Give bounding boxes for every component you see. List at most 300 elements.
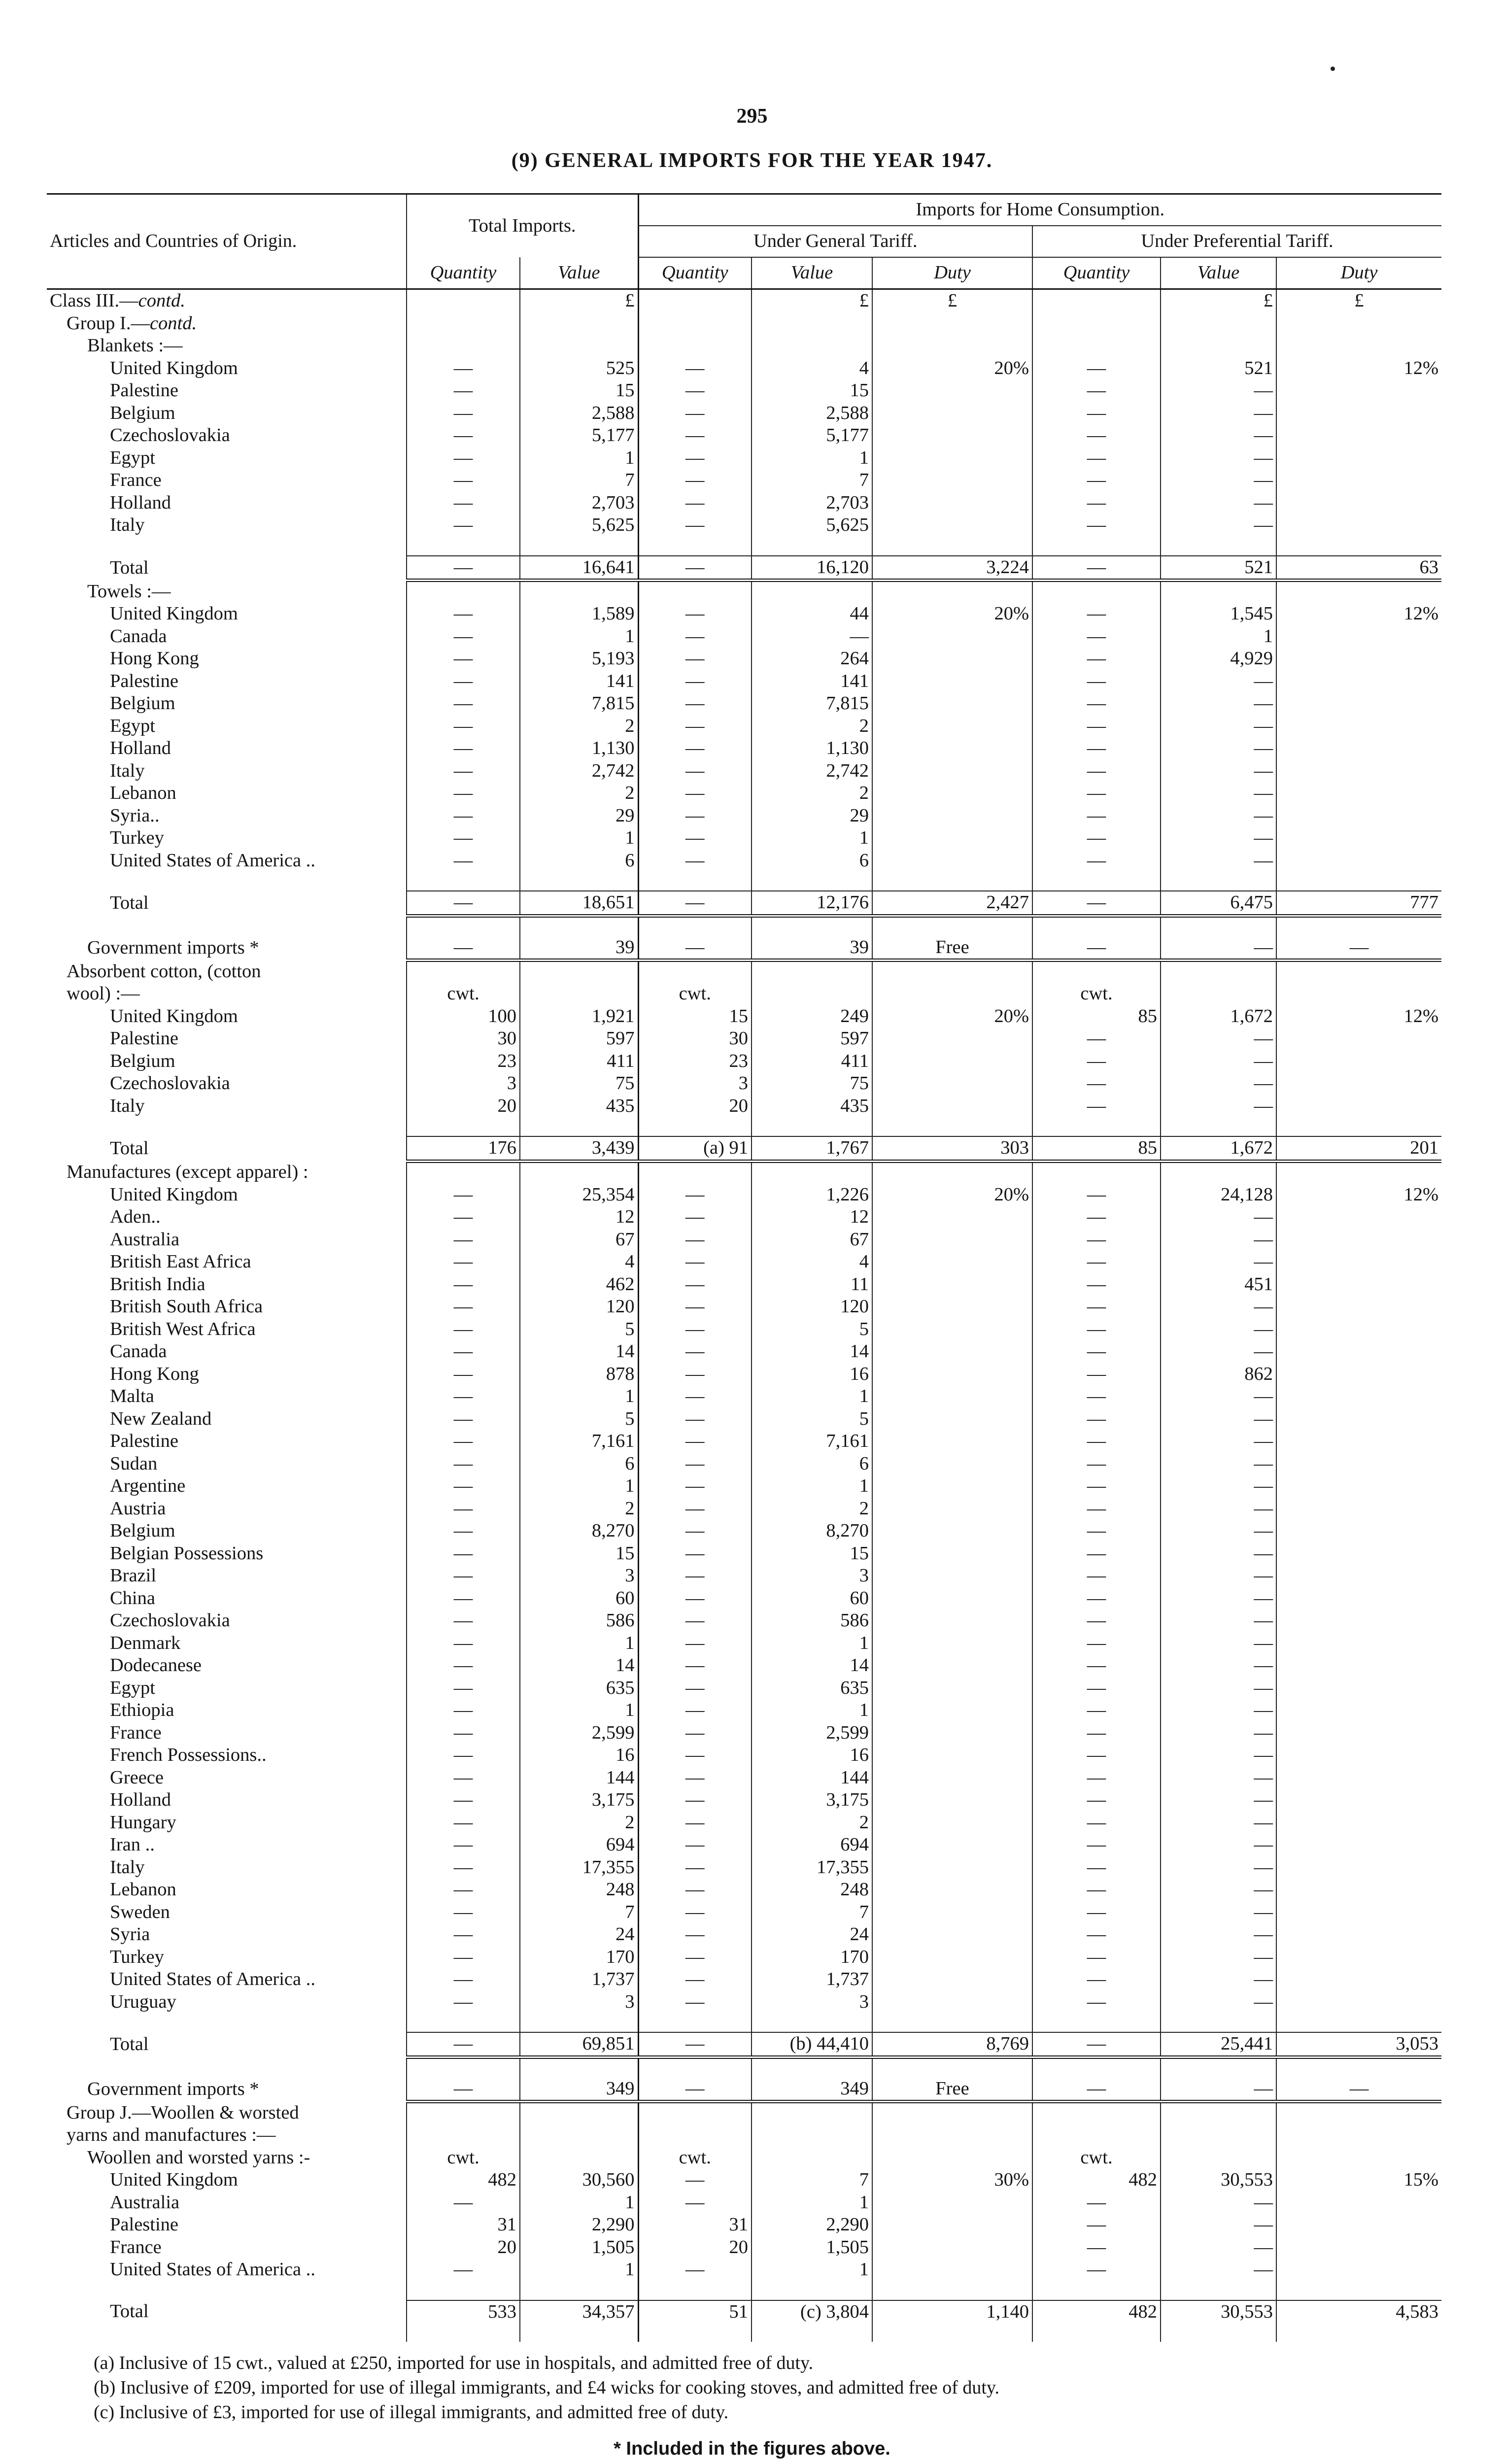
cell-preferential-duty: [1276, 1251, 1441, 1273]
table-row: [47, 1654, 1441, 1677]
cell-preferential-duty: [1276, 2147, 1441, 2169]
cell-total-quantity: [407, 2124, 520, 2147]
row-label: Belgian Possessions: [110, 1542, 264, 1564]
cell-general-quantity: (a) 91: [638, 1136, 752, 1161]
cell-total-quantity: 100: [407, 1005, 520, 1028]
cell-preferential-quantity: [1032, 1834, 1161, 1856]
cell-preferential-value: —: [1161, 2214, 1276, 2236]
cell-total-quantity: [407, 760, 520, 783]
cell-general-quantity: [638, 1296, 752, 1318]
cell-general-duty: [872, 1542, 1032, 1565]
cell-general-duty: [872, 850, 1032, 872]
cell-preferential-duty: [1276, 2236, 1441, 2259]
cell-preferential-duty: [1276, 1767, 1441, 1789]
cell-preferential-value: —: [1161, 1095, 1276, 1118]
cell-general-quantity: [638, 1229, 752, 1251]
cell-general-duty: [872, 1161, 1032, 1184]
table-row: [47, 827, 1441, 850]
row-label: New Zealand: [110, 1408, 212, 1429]
cell-general-quantity: [638, 1812, 752, 1834]
cell-preferential-value: [1161, 312, 1276, 335]
cell-preferential-duty: [1276, 737, 1441, 760]
cell-total-quantity: [407, 1968, 520, 1991]
cell-preferential-quantity: [1032, 625, 1161, 648]
cell-preferential-duty: [1276, 1722, 1441, 1745]
cell-preferential-value: —: [1161, 1744, 1276, 1767]
cell-preferential-duty: —: [1276, 936, 1441, 960]
cell-preferential-duty: —: [1276, 2078, 1441, 2102]
cell-preferential-value: —: [1161, 2078, 1276, 2102]
cell-preferential-value: [1161, 2124, 1276, 2147]
cell-total-value: [520, 537, 638, 556]
cell-general-quantity: [638, 556, 752, 581]
cell-preferential-value: —: [1161, 1722, 1276, 1745]
cell-total-value: 75: [520, 1072, 638, 1095]
cell-general-value: [752, 312, 872, 335]
cell-preferential-duty: [1276, 960, 1441, 983]
cell-general-value: 597: [752, 1027, 872, 1050]
table-row: [47, 447, 1441, 470]
cell-preferential-duty: [1276, 1050, 1441, 1073]
cell-total-value: 1,737: [520, 1968, 638, 1991]
cell-general-quantity: [638, 1206, 752, 1229]
cell-general-value: [752, 2057, 872, 2078]
table-row: [47, 715, 1441, 738]
cell-total-value: [520, 2057, 638, 2078]
cell-preferential-duty: [1276, 379, 1441, 402]
cell-preferential-quantity: [1032, 379, 1161, 402]
cell-preferential-value: [1161, 2057, 1276, 2078]
imports-table: [47, 193, 1441, 2342]
row-label: Australia: [110, 1229, 180, 1250]
row-label: Greece: [110, 1767, 164, 1788]
cell-total-quantity: [407, 805, 520, 827]
cell-general-quantity: [638, 1722, 752, 1745]
cell-total-value: 34,357: [520, 2300, 638, 2324]
cell-general-value: 1: [752, 1385, 872, 1408]
row-label: Class III.—contd.: [50, 290, 185, 311]
row-label: United Kingdom: [110, 357, 238, 378]
cell-total-quantity: [407, 357, 520, 380]
cell-general-quantity: [638, 1991, 752, 2014]
cell-general-quantity: [638, 1968, 752, 1991]
cell-preferential-value: —: [1161, 492, 1276, 514]
cell-general-value: 694: [752, 1834, 872, 1856]
cell-general-value: 1: [752, 2191, 872, 2214]
cell-preferential-duty: [1276, 1677, 1441, 1700]
cell-general-quantity: [638, 1789, 752, 1812]
cell-preferential-duty: [1276, 715, 1441, 738]
cell-preferential-duty: [1276, 1699, 1441, 1722]
cell-preferential-value: —: [1161, 1677, 1276, 1700]
group-heading-row: [47, 581, 1441, 603]
cell-general-quantity: [638, 1654, 752, 1677]
cell-general-value: 264: [752, 648, 872, 670]
row-label: Egypt: [110, 715, 155, 736]
cell-preferential-duty: [1276, 1923, 1441, 1946]
cell-total-value: 1: [520, 2259, 638, 2281]
cell-total-quantity: [407, 827, 520, 850]
row-label: [47, 1117, 407, 1136]
cell-preferential-quantity: [1032, 2078, 1161, 2102]
cell-general-duty: [872, 670, 1032, 693]
table-row: [47, 1879, 1441, 1901]
cell-preferential-value: 25,441: [1161, 2032, 1276, 2057]
cell-total-value: 120: [520, 1296, 638, 1318]
table-row: [47, 2191, 1441, 2214]
cell-preferential-duty: [1276, 692, 1441, 715]
spacer-row: [47, 2013, 1441, 2032]
cell-preferential-duty: [1276, 1789, 1441, 1812]
row-label: United Kingdom: [110, 2169, 238, 2190]
row-label: Egypt: [110, 1677, 155, 1698]
cell-preferential-value: 4,929: [1161, 648, 1276, 670]
cell-total-value: [520, 916, 638, 936]
cell-general-quantity: [638, 1430, 752, 1453]
cell-preferential-duty: [1276, 424, 1441, 447]
cell-total-value: 1,505: [520, 2236, 638, 2259]
cell-total-value: 8,270: [520, 1520, 638, 1542]
row-label: Czechoslovakia: [110, 1073, 230, 1094]
cell-total-value: 586: [520, 1609, 638, 1632]
cell-general-value: 44: [752, 603, 872, 625]
cell-preferential-duty: [1276, 1363, 1441, 1386]
cell-preferential-value: 451: [1161, 1273, 1276, 1296]
cell-preferential-duty: [1276, 850, 1441, 872]
cell-total-quantity: [407, 1812, 520, 1834]
cell-preferential-quantity: [1032, 782, 1161, 805]
cell-preferential-value: —: [1161, 1946, 1276, 1969]
cell-preferential-value: —: [1161, 1901, 1276, 1924]
cell-total-quantity: [407, 1363, 520, 1386]
row-label: Turkey: [110, 827, 164, 848]
cell-preferential-value: [1161, 960, 1276, 983]
total-row: [47, 1136, 1441, 1161]
cell-total-value: 5,177: [520, 424, 638, 447]
cell-total-value: 2: [520, 1498, 638, 1520]
cell-general-value: 29: [752, 805, 872, 827]
cell-general-quantity: [638, 872, 752, 891]
cell-preferential-duty: [1276, 1834, 1441, 1856]
table-row: [47, 1699, 1441, 1722]
header-general-duty: Duty: [872, 257, 1032, 289]
cell-total-quantity: [407, 603, 520, 625]
row-label: yarns and manufactures :—: [67, 2124, 276, 2145]
cell-general-quantity: [638, 1587, 752, 1610]
cell-preferential-duty: [1276, 2259, 1441, 2281]
cell-total-quantity: [407, 289, 520, 312]
table-row: [47, 357, 1441, 380]
cell-total-quantity: —: [407, 2191, 520, 2214]
cell-preferential-quantity: [1032, 581, 1161, 603]
cell-preferential-duty: [1276, 1744, 1441, 1767]
cell-general-quantity: [638, 2102, 752, 2124]
cell-total-quantity: [407, 1453, 520, 1475]
cell-total-value: 878: [520, 1363, 638, 1386]
table-row: [47, 2236, 1441, 2259]
cell-general-quantity: [638, 2057, 752, 2078]
cell-total-quantity: [407, 1542, 520, 1565]
cell-preferential-value: —: [1161, 1430, 1276, 1453]
cell-general-quantity: [638, 2323, 752, 2342]
cell-preferential-duty: [1276, 1229, 1441, 1251]
cell-total-quantity: [407, 2281, 520, 2300]
cell-total-value: 2,703: [520, 492, 638, 514]
cell-general-value: 15: [752, 1542, 872, 1565]
row-label: Belgium: [110, 1050, 175, 1071]
cell-general-quantity: 30: [638, 1027, 752, 1050]
row-label: Uruguay: [110, 1991, 176, 2012]
cell-preferential-quantity: 85: [1032, 1136, 1161, 1161]
table-row: [47, 469, 1441, 492]
cell-total-quantity: [407, 1991, 520, 2014]
table-row: [47, 1767, 1441, 1789]
cell-general-value: 349: [752, 2078, 872, 2102]
table-row: [47, 1340, 1441, 1363]
cell-preferential-value: —: [1161, 469, 1276, 492]
cell-preferential-value: 30,553: [1161, 2169, 1276, 2191]
cell-preferential-duty: [1276, 1542, 1441, 1565]
cell-total-quantity: [407, 1699, 520, 1722]
cell-preferential-duty: [1276, 827, 1441, 850]
cell-general-duty: [872, 1654, 1032, 1677]
spacer-row: [47, 2057, 1441, 2078]
cell-total-value: 14: [520, 1340, 638, 1363]
cell-total-value: 5,193: [520, 648, 638, 670]
cell-general-value: [752, 2147, 872, 2169]
cell-preferential-quantity: [1032, 1542, 1161, 1565]
cell-general-quantity: [638, 1565, 752, 1587]
cell-general-value: [752, 1117, 872, 1136]
cell-general-value: 67: [752, 1229, 872, 1251]
cell-total-value: 16: [520, 1744, 638, 1767]
cell-general-quantity: [638, 1498, 752, 1520]
cell-preferential-value: —: [1161, 850, 1276, 872]
cell-preferential-value: [1161, 2281, 1276, 2300]
cell-preferential-quantity: [1032, 2259, 1161, 2281]
header-preferential-value: Value: [1161, 257, 1276, 289]
cell-general-value: 14: [752, 1654, 872, 1677]
cell-total-value: 694: [520, 1834, 638, 1856]
cell-general-value: 170: [752, 1946, 872, 1969]
cell-general-quantity: cwt.: [638, 983, 752, 1005]
total-row: [47, 2300, 1441, 2324]
row-label: Hong Kong: [110, 1363, 199, 1384]
cell-total-value: 17,355: [520, 1856, 638, 1879]
cell-total-quantity: [407, 1520, 520, 1542]
cell-preferential-quantity: [1032, 1565, 1161, 1587]
cell-preferential-quantity: [1032, 2124, 1161, 2147]
government-imports-row: [47, 936, 1441, 960]
table-row: [47, 1273, 1441, 1296]
cell-preferential-quantity: [1032, 1946, 1161, 1969]
table-row: [47, 1385, 1441, 1408]
cell-total-value: 7: [520, 1901, 638, 1924]
cell-preferential-value: —: [1161, 1027, 1276, 1050]
cell-preferential-quantity: [1032, 1991, 1161, 2014]
cell-preferential-duty: [1276, 1095, 1441, 1118]
cell-general-duty: [872, 872, 1032, 891]
cell-total-value: 1: [520, 2191, 638, 2214]
row-label: Denmark: [110, 1632, 181, 1653]
cell-general-value: 635: [752, 1677, 872, 1700]
row-label: Argentine: [110, 1475, 186, 1496]
table-row: [47, 1722, 1441, 1745]
cell-preferential-quantity: [1032, 424, 1161, 447]
cell-preferential-quantity: [1032, 1968, 1161, 1991]
cell-preferential-quantity: [1032, 1587, 1161, 1610]
cell-preferential-value: —: [1161, 936, 1276, 960]
cell-general-quantity: 15: [638, 1005, 752, 1028]
row-label: British East Africa: [110, 1251, 251, 1272]
cell-general-duty: [872, 1027, 1032, 1050]
cell-preferential-quantity: [1032, 960, 1161, 983]
footnote-a: (a) Inclusive of 15 cwt., valued at £250, imported for use in hospitals, and admitted free of duty.: [94, 2353, 814, 2373]
cell-preferential-duty: [1276, 1520, 1441, 1542]
row-label: [47, 2323, 407, 2342]
cell-preferential-value: —: [1161, 379, 1276, 402]
cell-general-quantity: [638, 960, 752, 983]
cell-total-value: 1,130: [520, 737, 638, 760]
cell-preferential-value: 1,672: [1161, 1136, 1276, 1161]
row-label: United States of America ..: [110, 2259, 315, 2280]
cell-general-duty: [872, 960, 1032, 983]
row-label: [47, 916, 407, 936]
cell-general-quantity: [638, 2032, 752, 2057]
cell-general-quantity: [638, 2124, 752, 2147]
cell-preferential-duty: [1276, 1856, 1441, 1879]
cell-preferential-quantity: [1032, 1050, 1161, 1073]
header-articles: Articles and Countries of Origin.: [50, 231, 297, 252]
row-label: Woollen and worsted yarns :-: [87, 2147, 310, 2168]
cell-preferential-value: —: [1161, 827, 1276, 850]
cell-general-quantity: [638, 648, 752, 670]
cell-general-duty: [872, 692, 1032, 715]
cell-general-quantity: [638, 289, 752, 312]
cell-general-value: 249: [752, 1005, 872, 1028]
cell-preferential-quantity: [1032, 1340, 1161, 1363]
cell-general-duty: 8,769: [872, 2032, 1032, 2057]
table-row: [47, 1050, 1441, 1073]
cell-preferential-quantity: [1032, 737, 1161, 760]
cell-preferential-duty: [1276, 872, 1441, 891]
page-number: 295: [736, 105, 768, 128]
cell-general-value: 4: [752, 357, 872, 380]
cell-preferential-duty: [1276, 2124, 1441, 2147]
cell-total-value: 525: [520, 357, 638, 380]
cell-preferential-duty: 12%: [1276, 603, 1441, 625]
cell-preferential-quantity: [1032, 1296, 1161, 1318]
table-row: [47, 1834, 1441, 1856]
total-row: [47, 556, 1441, 581]
cell-total-value: 1,589: [520, 603, 638, 625]
cell-preferential-value: £: [1161, 289, 1276, 312]
cell-total-quantity: 20: [407, 1095, 520, 1118]
government-imports-row: [47, 2078, 1441, 2102]
cell-general-value: 2: [752, 782, 872, 805]
row-label: Hungary: [110, 1812, 176, 1833]
cell-general-value: [752, 2124, 872, 2147]
cell-total-value: 16,641: [520, 556, 638, 581]
table-row: [47, 1901, 1441, 1924]
cell-total-quantity: [407, 1385, 520, 1408]
cell-general-value: [752, 960, 872, 983]
cell-preferential-quantity: [1032, 447, 1161, 470]
cell-total-value: 18,651: [520, 891, 638, 916]
row-label: Dodecanese: [110, 1655, 202, 1676]
cell-total-value: 3: [520, 1565, 638, 1587]
cell-general-value: 2,588: [752, 402, 872, 425]
row-label: Italy: [110, 760, 145, 781]
cell-general-duty: [872, 1923, 1032, 1946]
cell-total-quantity: [407, 556, 520, 581]
cell-preferential-quantity: [1032, 850, 1161, 872]
cell-general-value: 2,290: [752, 2214, 872, 2236]
cell-total-quantity: [407, 1654, 520, 1677]
cell-preferential-value: —: [1161, 1699, 1276, 1722]
cell-total-quantity: [407, 936, 520, 960]
cell-preferential-quantity: [1032, 357, 1161, 380]
cell-general-duty: [872, 1453, 1032, 1475]
table-row: [47, 379, 1441, 402]
row-label: Blankets :—: [87, 335, 183, 356]
cell-general-duty: [872, 1385, 1032, 1408]
cell-total-value: 12: [520, 1206, 638, 1229]
cell-general-duty: [872, 1117, 1032, 1136]
cell-general-value: 1: [752, 1632, 872, 1655]
cell-total-quantity: [407, 469, 520, 492]
cell-general-value: 1,130: [752, 737, 872, 760]
cell-general-value: 2,703: [752, 492, 872, 514]
row-label: France: [110, 470, 162, 490]
cell-general-value: 141: [752, 670, 872, 693]
cell-general-value: 1: [752, 1699, 872, 1722]
cell-preferential-duty: [1276, 492, 1441, 514]
cell-preferential-duty: [1276, 1408, 1441, 1431]
cell-preferential-quantity: [1032, 1498, 1161, 1520]
cell-general-value: [752, 1161, 872, 1184]
cell-total-value: 2: [520, 1812, 638, 1834]
cell-preferential-quantity: [1032, 1789, 1161, 1812]
cell-preferential-quantity: [1032, 1408, 1161, 1431]
cell-general-quantity: —: [638, 2259, 752, 2281]
cell-preferential-value: [1161, 581, 1276, 603]
cell-total-value: 3,175: [520, 1789, 638, 1812]
cell-total-value: 2,290: [520, 2214, 638, 2236]
cell-general-value: 39: [752, 936, 872, 960]
cell-preferential-quantity: [1032, 1251, 1161, 1273]
cell-preferential-quantity: [1032, 556, 1161, 581]
cell-total-value: 349: [520, 2078, 638, 2102]
header-preferential-quantity: Quantity: [1032, 257, 1161, 289]
header-preferential-duty: Duty: [1276, 257, 1441, 289]
cell-total-quantity: [407, 1229, 520, 1251]
row-label: Holland: [110, 492, 171, 513]
cell-preferential-value: —: [1161, 1587, 1276, 1610]
row-label: Palestine: [110, 2214, 178, 2235]
cell-general-quantity: [638, 312, 752, 335]
table-row: [47, 692, 1441, 715]
cell-total-quantity: [407, 1789, 520, 1812]
cell-preferential-value: —: [1161, 737, 1276, 760]
cell-general-duty: [872, 1318, 1032, 1341]
cell-total-quantity: [407, 891, 520, 916]
cell-preferential-duty: [1276, 1968, 1441, 1991]
cell-total-value: [520, 2323, 638, 2342]
cell-preferential-duty: 63: [1276, 556, 1441, 581]
cell-general-value: 1: [752, 2259, 872, 2281]
cell-total-value: 4: [520, 1251, 638, 1273]
